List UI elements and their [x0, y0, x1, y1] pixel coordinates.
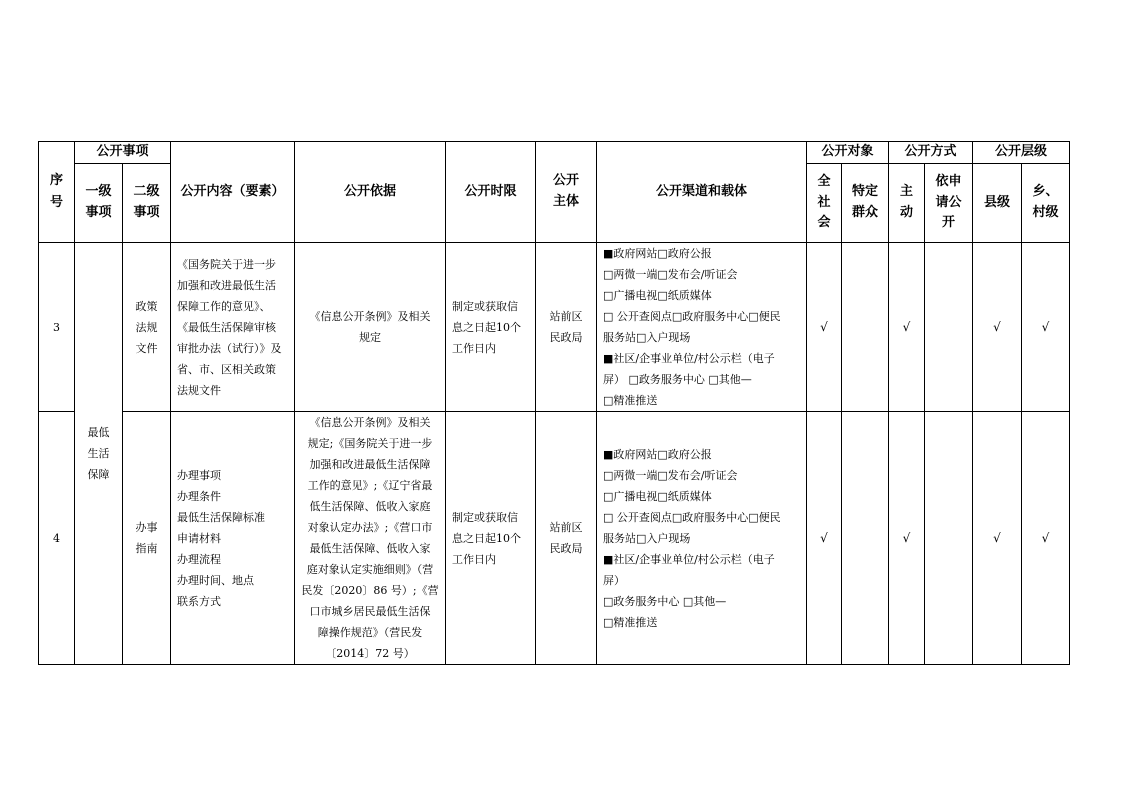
row-county-check: √ [973, 243, 1022, 412]
header-target: 公开对象 [807, 142, 889, 164]
row-time-limit: 制定或获取信 息之日起10个 工作日内 [446, 412, 536, 665]
header-level1: 一级事项 [75, 164, 123, 243]
row-basis: 《信息公开条例》及相关 规定;《国务院关于进一步 加强和改进最低生活保障 工作的意见》;《辽宁省最 低生活保障、低收入家庭 对象认定办法》;《营口市 最低生活保障、低收入家 庭对象认定实施细则》（营 民发〔2020〕86 号）;《营 口市城乡居民最低生活保 障操作规范》（营民发 〔2014〕72 号） [295, 412, 446, 665]
header-level2: 二级事项 [123, 164, 171, 243]
row-content: 《国务院关于进一步 加强和改进最低生活 保障工作的意见》、 《最低生活保障审核 审批办法（试行）》及 省、市、区相关政策 法规文件 [171, 243, 295, 412]
row-content: 办理事项 办理条件 最低生活保障标准 申请材料 办理流程 办理时间、地点 联系方式 [171, 412, 295, 665]
header-on-request: 依申请公开 [925, 164, 973, 243]
row-township-check: √ [1022, 243, 1070, 412]
header-level: 公开层级 [973, 142, 1070, 164]
header-active: 主动 [889, 164, 925, 243]
table-row [39, 412, 1070, 665]
row-seq: 3 [39, 243, 75, 412]
header-method: 公开方式 [889, 142, 973, 164]
row-level2: 办事指南 [123, 412, 171, 665]
row-level2: 政策法规文件 [123, 243, 171, 412]
header-content: 公开内容（要素） [171, 142, 295, 243]
level1-item: 最低生活保障 [75, 243, 123, 665]
row-whole-society-check: √ [807, 243, 842, 412]
header-row-1 [39, 142, 1070, 164]
header-channel: 公开渠道和载体 [597, 142, 807, 243]
row-time-limit: 制定或获取信 息之日起10个 工作日内 [446, 243, 536, 412]
row-on-request-check [925, 412, 973, 665]
row-seq: 4 [39, 412, 75, 665]
row-on-request-check [925, 243, 973, 412]
header-county: 县级 [973, 164, 1022, 243]
row-active-check: √ [889, 412, 925, 665]
header-whole-society: 全社会 [807, 164, 842, 243]
header-time-limit: 公开时限 [446, 142, 536, 243]
row-channel: ■政府网站□政府公报 □两微一端□发布会/听证会 □广播电视□纸质媒体 □ 公开查阅点□政府服务中心□便民 服务站□入户现场 ■社区/企事业单位/村公示栏（电子 屏） □政务服务中心 □其他— □精准推送 [597, 412, 807, 665]
row-whole-society-check: √ [807, 412, 842, 665]
header-township: 乡、村级 [1022, 164, 1070, 243]
row-subject: 站前区 民政局 [536, 412, 597, 665]
row-channel: ■政府网站□政府公报 □两微一端□发布会/听证会 □广播电视□纸质媒体 □ 公开查阅点□政府服务中心□便民 服务站□入户现场 ■社区/企事业单位/村公示栏（电子 屏） □政务服务中心 □其他— □精准推送 [597, 243, 807, 412]
header-subject: 公开主体 [536, 142, 597, 243]
row-township-check: √ [1022, 412, 1070, 665]
header-seq: 序号 [39, 142, 75, 243]
disclosure-table [38, 141, 1070, 665]
header-specific-group: 特定群众 [842, 164, 889, 243]
row-active-check: √ [889, 243, 925, 412]
header-public-matters: 公开事项 [75, 142, 171, 164]
row-subject: 站前区 民政局 [536, 243, 597, 412]
table-row [39, 243, 1070, 412]
row-specific-group-check [842, 412, 889, 665]
row-county-check: √ [973, 412, 1022, 665]
row-basis: 《信息公开条例》及相关 规定 [295, 243, 446, 412]
header-basis: 公开依据 [295, 142, 446, 243]
row-specific-group-check [842, 243, 889, 412]
